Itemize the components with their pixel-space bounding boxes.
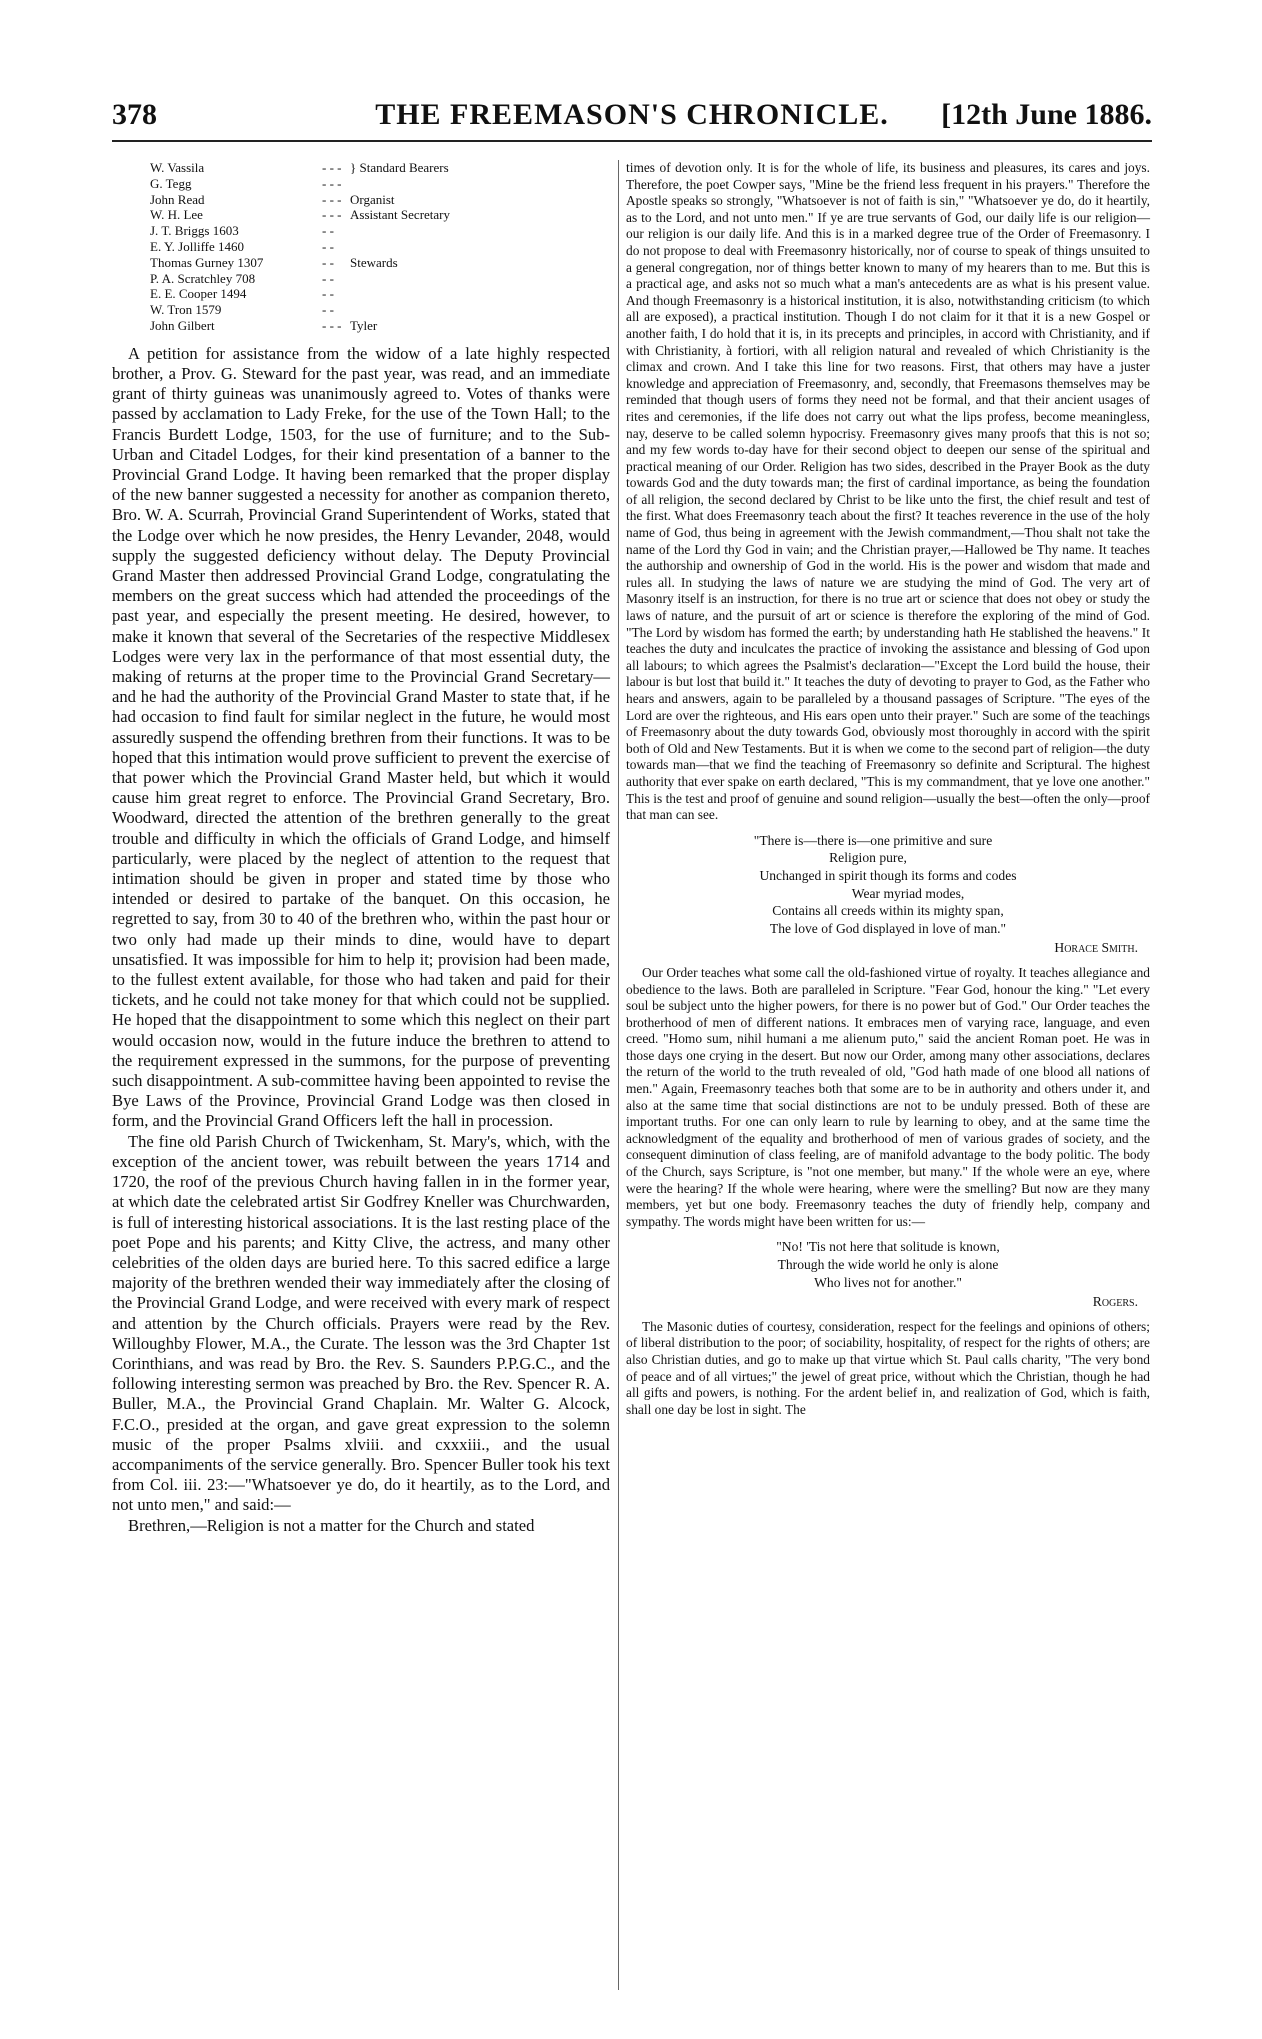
officer-dash: - -	[322, 254, 334, 270]
officer-row	[150, 255, 570, 271]
poem-line: Religion pure,	[829, 850, 907, 866]
officer-row	[150, 271, 570, 287]
officer-dash: - - -	[322, 175, 342, 191]
officer-role	[344, 286, 570, 302]
poem-line: Wear myriad modes,	[851, 885, 965, 901]
officer-role	[344, 176, 570, 192]
officer-name: J. T. Briggs 1603	[150, 223, 239, 239]
poem-line: Who lives not for another."	[814, 1274, 962, 1290]
poem-line: Unchanged in spirit though its forms and codes	[759, 867, 1017, 883]
poem-line: "There is—there is—one primitive and sure	[753, 832, 993, 848]
officer-dash: - - -	[322, 191, 342, 207]
officer-row	[150, 192, 570, 208]
left-column	[112, 160, 610, 1536]
officer-dash: - -	[322, 286, 334, 302]
officer-name: W. Tron 1579	[150, 302, 222, 318]
officer-row	[150, 176, 570, 192]
officer-name: Thomas Gurney 1307	[150, 254, 264, 270]
paragraph-sermon-start: Brethren,—Religion is not a matter for the Church and stated	[128, 1515, 535, 1535]
poem-line: The love of God displayed in love of man."	[769, 920, 1007, 936]
poem-line: "No! 'Tis not here that solitude is known,	[776, 1239, 1000, 1255]
officer-name: G. Tegg	[150, 175, 192, 191]
paragraph-sermon-continued: times of devotion only. It is for the whole of life, its business and pleasures, its cares and joys. Therefore, the poet Cowper says, "Mine be the friend less frequent in his prayers." Therefore the Apostle speaks so strongly, "Whatsoever is not of faith is sin," "Whatsoever ye do, do it heartily, as to the Lord, and not unto men." If ye are true servants of God, our daily life is our religion—our religion is our daily life. And this is in a marked degree true of the Order of Freemasonry. I do not propose to deal with Freemasonry historically, nor of course to speak of things unsuited to a general congregation, nor of things better known to many of my hearers than to me. But this is a practical age, and asks not so much what a man's antecedents are as what is his present value. And though Freemasonry is a historical institution, it is also, notwithstanding criticism (to which all are exposed), a practical institution. Though I do not claim for it that it is a new Gospel or another faith, I do hold that it is, in its precepts and principles, in accord with Christianity, and if with Christianity, à fortiori, with all religion natural and revealed of which Christianity is the climax and crown. And I take this line for two reasons. First, that others may have a juster knowledge and appreciation of Freemasonry, and, secondly, that Freemasons themselves may be reminded that though users of forms they need not be formal, and that their ancient usages of rites and ceremonies, if the life does not carry out what the lips profess, become meaningless, nay, deserve to be called solemn hypocrisy. Freemasonry gives many proofs that this is not so; and my few words to-day have for their second object to deepen our sense of the spiritual and practical meaning of our Order. Religion has two sides, described in the Prayer Book as the duty towards God and the duty towards man; the first of cardinal importance, as being the foundation of all religion, the second declared by Christ to be like unto the first, the chief result and test of the first. What does Freemasonry teach about the first? It teaches reverence in the use of the holy name of God, thus being in agreement with the Jewish commandment,—Thou shalt not take the name of the Lord thy God in vain; and the Christian prayer,—Hallowed be Thy name. It teaches the authorship and ownership of God in the world. His is the power and wisdom that made and rules all. In studying the laws of nature we are studying the mind of God. The very art of Masonry itself is an instruction, for there is no true art or science that does not obey or study the laws of nature, and the pursuit of art or science is therefore the exploring of the mind of God. "The Lord by wisdom has formed the earth; by understanding hath He stablished the heavens." It teaches the duty and inculcates the practice of invoking the assistance and blessing of God upon all labours; to which agrees the Psalmist's declaration—"Except the Lord build the house, their labour is but lost that build it." It teaches the duty of devoting to prayer to God, as the Father who hears and answers, again to be paralleled by a thousand passages of Scripture. "The eyes of the Lord are over the righteous, and His ears open unto their prayer." Such are some of the teachings of Freemasonry about the duty towards God, obviously most thoroughly in accord with the spirit both of Old and New Testaments. But it is when we come to the second part of religion—the duty towards man—that we find the teaching of Freemasonry so definite and Scriptural. The highest authority that ever spake on earth declared, "This is my commandment, that ye love one another." This is the test and proof of genuine and sound religion—usually the best—often the only—proof that man can see.	[626, 160, 1150, 823]
officer-name: P. A. Scratchley 708	[150, 270, 256, 286]
officer-dash: - -	[322, 223, 334, 239]
officer-row	[150, 318, 570, 334]
officer-dash: - -	[322, 238, 334, 254]
poem-attribution: Rogers.	[1092, 1294, 1138, 1310]
officer-role: Stewards	[350, 254, 398, 270]
paragraph-petition: A petition for assistance from the widow of a late highly respected brother, a Prov. G. Steward for the past year, was read, and an immediate grant of thirty guineas was unanimously agreed to. Votes of thanks were passed by acclamation to Lady Freke, for the use of the Town Hall; to the Francis Burdett Lodge, 1503, for the use of furniture; and to the Sub-Urban and Citadel Lodges, for their kind presentation of a banner to the Provincial Grand Lodge. It having been remarked that the proper display of the new banner suggested a necessity for another as companion thereto, Bro. W. A. Scurrah, Provincial Grand Superintendent of Works, stated that the Lodge over which he now presides, the Henry Levander, 2048, would supply the suggested deficiency without delay. The Deputy Provincial Grand Master then addressed Provincial Grand Lodge, congratulating the members on the great success which had attended the proceedings of the past year, and especially the present meeting. He desired, however, to make it known that several of the Secretaries of the respective Middlesex Lodges were very lax in the performance of that most essential duty, the making of returns at the proper time to the Provincial Grand Secretary—and he had the authority of the Provincial Grand Master to state that, if he had occasion to find fault for similar neglect in the future, he would most assuredly suspend the offending brethren from their functions. It was to be hoped that this intimation would prove sufficient to prevent the exercise of that power which the Provincial Grand Master held, but which it would cause him great regret to enforce. The Provincial Grand Secretary, Bro. Woodward, directed the attention of the brethren generally to the great trouble and difficulty in which the officials of Grand Lodge, and himself particularly, were placed by the neglect of attention to the request that intimation should be given in proper and stated time by those who intended or desired to partake of the banquet. On this occasion, he regretted to say, from 30 to 40 of the brethren who, within the past hour or two only had made up their minds to dine, would have to depart unsatisfied. It was impossible for him to help it; provision had been made, to the fullest extent available, for those who had taken and paid for their tickets, and he could not take money for that which could not be supplied. He hoped that the disappointment to some which this neglect on their part would occasion now, would in the future induce the brethren to attend to the requirement expressed in the summons, for the purpose of preventing such disappointment. A sub-committee having been appointed to revise the Bye Laws of the Province, Provincial Grand Lodge was then closed in form, and the Provincial Grand Officers left the hall in procession.	[112, 343, 610, 1131]
officer-row	[150, 239, 570, 255]
column-divider	[618, 160, 619, 1990]
right-column	[626, 160, 1150, 1418]
officer-dash: - -	[322, 302, 334, 318]
poem-horace-smith	[626, 832, 1150, 957]
officer-name: E. E. Cooper 1494	[150, 286, 247, 302]
issue-date: [12th June 1886.	[941, 98, 1152, 131]
paragraph-church: The fine old Parish Church of Twickenham, St. Mary's, which, with the exception of the ancient tower, was rebuilt between the years 1714 and 1720, the roof of the previous Church having fallen in in the former year, at which date the celebrated artist Sir Godfrey Kneller was Churchwarden, is full of interesting historical associations. It is the last resting place of the poet Pope and his parents; and Kitty Clive, the actress, and many other celebrities of the olden days are buried here. To this sacred edifice a large majority of the brethren wended their way immediately after the closing of the Provincial Grand Lodge, and were received with every mark of respect and attention by the Church officials. Prayers were read by the Rev. Willoughby Flower, M.A., the Curate. The lesson was the 3rd Chapter 1st Corinthians, and was read by Bro. the Rev. S. Saunders P.P.G.C., and the following interesting sermon was preached by Bro. the Rev. Spencer R. A. Buller, M.A., the Provincial Grand Chaplain. Mr. Walter G. Alcock, F.C.O., presided at the organ, and gave great expression to the solemn music of the proper Psalms xlviii. and cxxxiii., and the usual accompaniments of the service generally. Bro. Spencer Buller took his text from Col. iii. 23:—"Whatsoever ye do, do it heartily, as to the Lord, and not unto men," and said:—	[112, 1131, 610, 1515]
officer-role: } Standard Bearers	[350, 160, 449, 175]
officer-row	[150, 207, 570, 223]
paragraph-masonic-duties: The Masonic duties of courtesy, consideration, respect for the feelings and opinions of others; of liberal distribution to the poor; of sociability, hospitality, of respect for the rights of others; are also Christian duties, and go to make up that virtue which St. Paul calls charity, "The very bond of peace and of all virtues;" the jewel of great price, without which the Christian, though he had all gifts and powers, is nothing. For the ardent belief in, and realization of God, which is faith, shall one day be lost in sight. The	[626, 1318, 1150, 1417]
poem-line: Through the wide world he only is alone	[777, 1257, 999, 1272]
officers-list	[150, 160, 570, 334]
poem-attribution: Horace Smith.	[1054, 940, 1138, 956]
masthead	[112, 96, 1152, 136]
officer-row	[150, 286, 570, 302]
officer-row	[150, 302, 570, 318]
officer-role	[344, 271, 570, 287]
officer-dash: - - -	[322, 317, 342, 333]
header-rule	[112, 140, 1152, 142]
officer-name: E. Y. Jolliffe 1460	[150, 238, 245, 254]
officer-name: W. Vassila	[150, 160, 205, 175]
page-number: 378	[112, 98, 157, 131]
officer-dash: - - -	[322, 207, 342, 223]
officer-role: Assistant Secretary	[350, 207, 451, 223]
officer-name: John Gilbert	[150, 317, 215, 333]
poem-rogers	[626, 1238, 1150, 1310]
officer-role	[344, 223, 570, 239]
officer-dash: - - -	[322, 160, 342, 175]
officer-role: Organist	[350, 191, 395, 207]
officer-role	[344, 302, 570, 318]
officer-row	[150, 223, 570, 239]
officer-name: W. H. Lee	[150, 207, 203, 223]
poem-line: Contains all creeds within its mighty span,	[772, 903, 1004, 919]
officer-dash: - -	[322, 270, 334, 286]
officer-name: John Read	[150, 191, 205, 207]
officer-role: Tyler	[350, 317, 378, 333]
paragraph-order-teaches: Our Order teaches what some call the old-fashioned virtue of royalty. It teaches allegiance and obedience to the laws. Both are paralleled in Scripture. "Fear God, honour the king." "Let every soul be subject unto the higher powers, for there is no power but of God." Our Order teaches the brotherhood of men of different nations. It embraces men of varying race, language, and even creed. "Homo sum, nihil humani a me alienum puto," said the ancient Roman poet. He was in those days one crying in the desert. But now our Order, among many other associations, declares the return of the world to the truth revealed of old, "God hath made of one blood all nations of men." Again, Freemasonry teaches both that some are to be in authority and others under it, and also at the same time that social distinctions are not to be unduly pressed. Both of these are important truths. For one can only learn to rule by learning to obey, and at the same time the acknowledgment of the equality and brotherhood of men of various grades of society, and the consequent diminution of class feeling, are of manifold advantage to the body politic. The body of the Church, says Scripture, is "not one member, but many." If the whole were an eye, where were the hearing? If the whole were hearing, where were the smelling? But now are they many members, yet but one body. Freemasonry teaches the duty of friendly help, company and sympathy. The words might have been written for us:—	[626, 964, 1150, 1229]
officer-row	[150, 160, 570, 176]
publication-title: THE FREEMASON'S CHRONICLE.	[375, 98, 889, 131]
officer-role	[344, 239, 570, 255]
